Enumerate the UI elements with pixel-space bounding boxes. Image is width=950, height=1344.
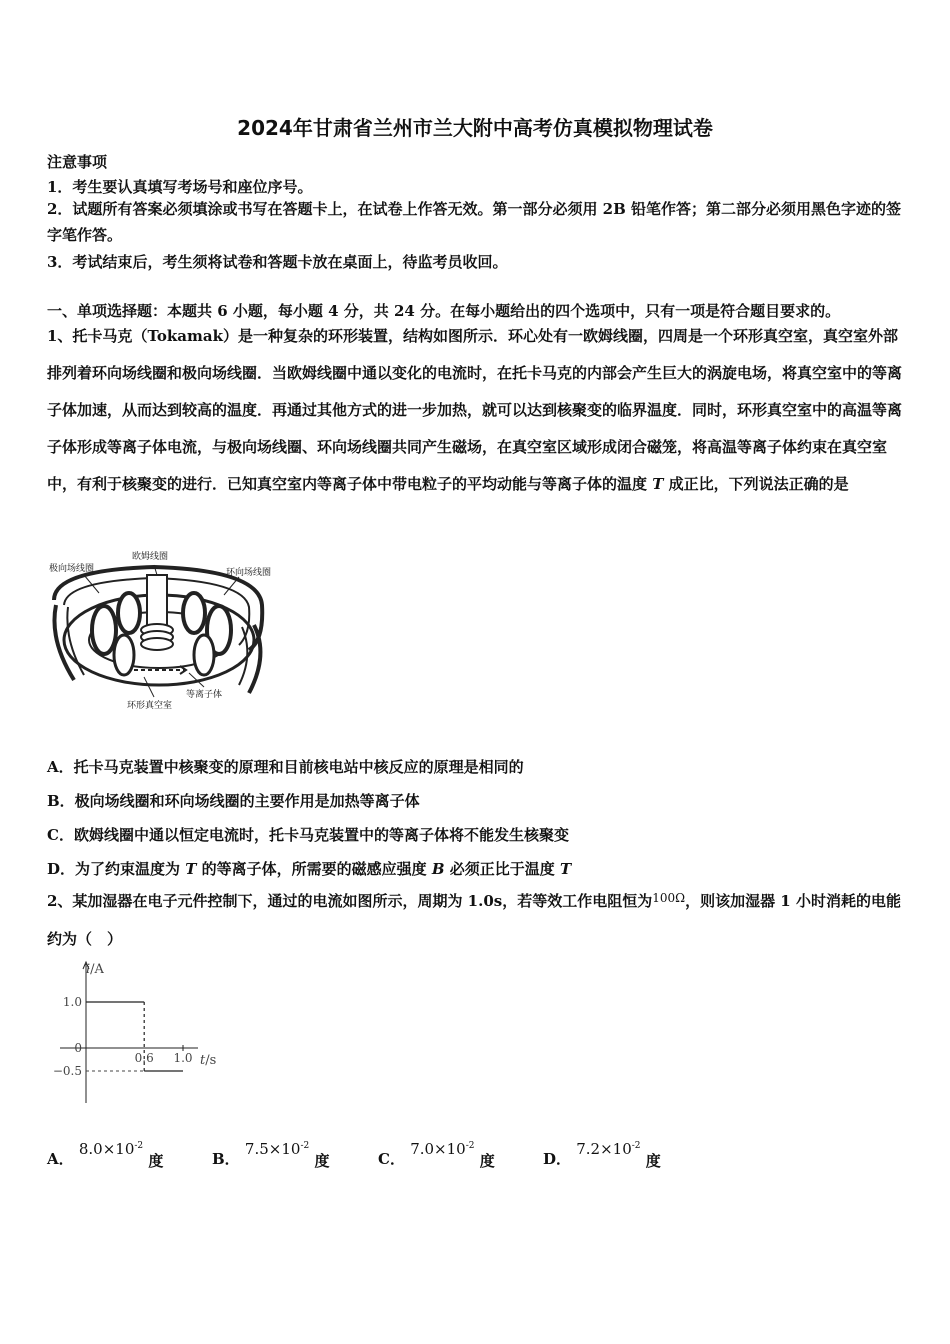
y-tick-label: 1.0 — [62, 995, 82, 1009]
q2-option-d-times: ×10 — [600, 1140, 632, 1158]
q2-option-c-exp: -2 — [465, 1141, 475, 1151]
q2-option-a-value — [79, 1140, 143, 1158]
q1-option-d[interactable] — [47, 858, 571, 879]
current-graph — [50, 958, 230, 1108]
q2-option-a-mantissa: 8.0 — [78, 1140, 103, 1158]
q1-stem-var-t: T — [652, 475, 664, 493]
q1-option-c[interactable]: C．欧姆线圈中通以恒定电流时，托卡马克装置中的等离子体将不能发生核聚变 — [47, 826, 569, 844]
q2-option-b-value — [245, 1140, 309, 1158]
x-tick-label: 1.0 — [173, 1051, 193, 1065]
q1-option-d-text-2: 的等离子体，所需要的磁感应强度 — [196, 860, 432, 878]
tokamak-figure — [44, 545, 284, 715]
q2-option-c-mantissa: 7.0 — [410, 1140, 435, 1158]
q1-option-d-var-t2: T — [560, 860, 572, 878]
q2-option-a-letter: A． — [47, 1150, 74, 1168]
q1-option-d-var-b: B — [431, 860, 445, 878]
q1-stem-text: 1、托卡马克（Tokamak）是一种复杂的环形装置，结构如图所示．环心处有一欧姆线圈，四周是一个环形真空室，真空室外部排列着环向场线圈和极向场线圈．当欧姆线圈中通以变化的电流时，在托卡马克的内部会产生巨大的涡旋电场，将真空室中的等离子体加速，从而达到较高的温度．再通过其他方式的进一步加热，就可以达到核聚变的临界温度．同时，环形真空室中的高温等离子体形成等离子体电流，与极向场线圈、环向场线圈共同产生磁场，在真空室区域形成闭合磁笼，将高温等离子体约束在真空室中，有利于核聚变的进行．已知真空室内等离子体中带电粒子的平均动能与等离子体的温度 — [47, 327, 903, 493]
x-tick-label: 0.6 — [134, 1051, 154, 1065]
x-axis-var: t — [200, 1053, 206, 1068]
q1-option-d-text: D．为了约束温度为 — [47, 860, 186, 878]
q2-stem — [47, 883, 905, 958]
notice-item-2: 2．试题所有答案必须填涂或书写在答题卡上，在试卷上作答无效。第一部分必须用 2B 铅笔作答；第二部分必须用黑色字迹的签字笔作答。 — [47, 200, 902, 244]
q2-stem-end: ，则该加湿器 1 小时消耗的电能约为（ ） — [47, 892, 901, 948]
q1-stem-end: 成正比，下列说法正确的是 — [663, 475, 849, 493]
q2-option-c-unit: 度 — [479, 1152, 495, 1170]
q1-option-d-text-3: 必须正比于温度 — [444, 860, 560, 878]
q2-option-c-value — [410, 1140, 474, 1158]
q2-option-c-times: ×10 — [434, 1140, 466, 1158]
notice-heading: 注意事项 — [47, 153, 108, 171]
q2-option-d-mantissa: 7.2 — [576, 1140, 601, 1158]
label-plasma: 等离子体 — [186, 690, 223, 700]
x-axis-label — [200, 1053, 216, 1068]
section-heading: 一、单项选择题：本题共 6 小题，每小题 4 分，共 24 分。在每小题给出的四个选项中，只有一项是符合题目要求的。 — [47, 302, 841, 320]
q2-option-b-exp: -2 — [300, 1141, 310, 1151]
q2-resistance: 100Ω — [652, 891, 686, 905]
q2-option-b-letter: B． — [212, 1150, 240, 1168]
q1-stem — [47, 318, 905, 503]
label-vacuum-chamber: 环形真空室 — [127, 701, 173, 711]
q2-option-a-exp: -2 — [134, 1141, 144, 1151]
q2-option-d-exp: -2 — [631, 1141, 641, 1151]
q2-option-d-value — [576, 1140, 640, 1158]
q2-option-a[interactable] — [47, 1140, 164, 1170]
q2-option-b[interactable] — [212, 1140, 330, 1170]
q2-option-a-unit: 度 — [148, 1152, 164, 1170]
q2-option-c-letter: C． — [378, 1150, 405, 1168]
q2-option-b-times: ×10 — [268, 1140, 301, 1158]
label-poloidal-coil: 极向场线圈 — [49, 564, 95, 574]
q2-stem-text: 2、某加湿器在电子元件控制下，通过的电流如图所示，周期为 1.0s，若等效工作电阻恒为 — [47, 892, 653, 910]
x-axis-unit: /s — [205, 1053, 217, 1068]
q2-option-b-unit: 度 — [314, 1152, 330, 1170]
y-axis-label — [86, 962, 105, 977]
q1-option-b[interactable]: B．极向场线圈和环向场线圈的主要作用是加热等离子体 — [47, 792, 420, 810]
label-ohmic-coil: 欧姆线圈 — [132, 552, 169, 562]
y-tick-label: −0.5 — [52, 1064, 82, 1078]
q1-option-a[interactable]: A．托卡马克装置中核聚变的原理和目前核电站中核反应的原理是相同的 — [47, 758, 524, 776]
q1-option-d-var-t: T — [185, 860, 197, 878]
q2-option-d-letter: D． — [543, 1150, 572, 1168]
label-toroidal-coil: 环向场线圈 — [226, 568, 272, 578]
notice-item-3: 3．考试结束后，考生须将试卷和答题卡放在桌面上，待监考员收回。 — [47, 253, 508, 271]
y-tick-label: 0 — [74, 1041, 82, 1055]
q2-option-c[interactable] — [378, 1140, 495, 1170]
page-title: 2024年甘肃省兰州市兰大附中高考仿真模拟物理试卷 — [237, 116, 713, 140]
notice-item-1: 1．考生要认真填写考场号和座位序号。 — [47, 178, 313, 196]
y-axis-var: i — [86, 962, 91, 977]
q2-option-b-mantissa: 7.5 — [244, 1140, 269, 1158]
q2-option-a-times: ×10 — [102, 1140, 135, 1158]
q2-option-d[interactable] — [543, 1140, 661, 1170]
y-axis-unit: /A — [90, 962, 104, 977]
q2-option-d-unit: 度 — [645, 1152, 661, 1170]
